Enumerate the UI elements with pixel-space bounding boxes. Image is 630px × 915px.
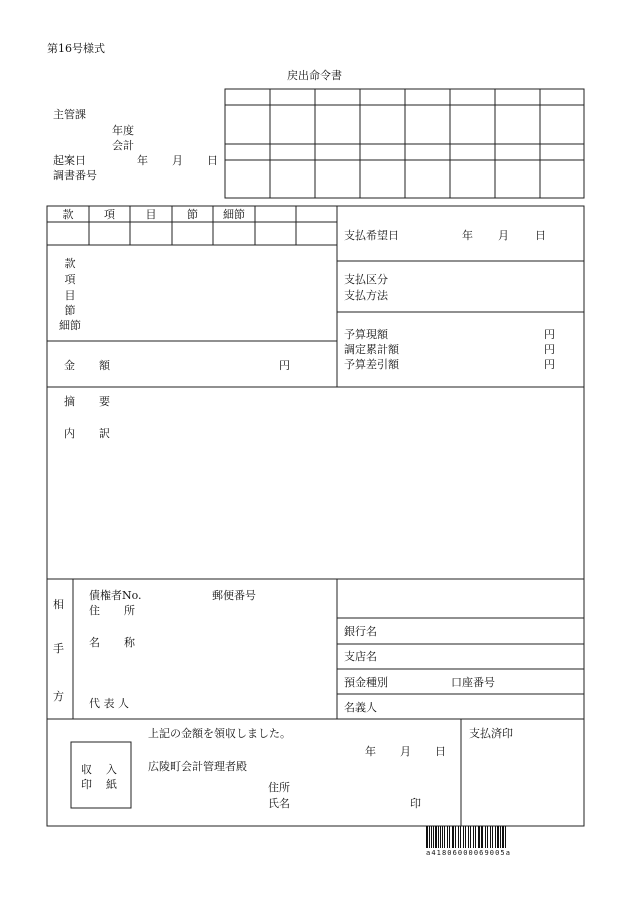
branch-name-label: 支店名 — [344, 650, 377, 663]
pay-method-label: 支払方法 — [344, 289, 388, 302]
pay-date-day: 日 — [535, 229, 546, 242]
budget-label-kan: 款 — [64, 257, 76, 270]
account-holder-label: 名義人 — [344, 701, 377, 714]
creditor-no-label: 債権者No. — [89, 589, 142, 602]
barcode-digits: a41806000069005a — [426, 849, 512, 857]
pay-date-year: 年 — [462, 229, 473, 242]
receipt-statement: 上記の金額を領収しました。 — [148, 727, 291, 740]
col-kan: 款 — [62, 208, 74, 221]
receipt-day: 日 — [435, 745, 446, 758]
budget-current-unit: 円 — [544, 328, 555, 341]
account-number-label: 口座番号 — [451, 676, 495, 689]
col-setsu: 節 — [187, 208, 198, 221]
draft-date-day: 日 — [207, 154, 218, 167]
pay-date-month: 月 — [498, 229, 509, 242]
name-label-2: 称 — [124, 636, 135, 649]
amount-unit: 円 — [279, 359, 290, 372]
breakdown-label-2: 訳 — [99, 427, 110, 440]
budget-diff-unit: 円 — [544, 358, 555, 371]
adjust-total-label: 調定累計額 — [344, 343, 399, 356]
pay-date-label: 支払希望日 — [344, 229, 399, 242]
party-vertical-3: 方 — [53, 690, 64, 703]
account-label: 会計 — [112, 139, 134, 152]
party-vertical-1: 相 — [53, 598, 64, 611]
barcode-bars — [426, 826, 556, 848]
summary-label-2: 要 — [99, 395, 110, 408]
doc-number-label: 調書番号 — [53, 169, 97, 182]
stamp-box-char-1: 収 — [81, 763, 92, 776]
deposit-type-label: 預金種別 — [344, 676, 388, 689]
amount-label-1: 金 — [64, 359, 75, 372]
summary-label-1: 摘 — [64, 395, 75, 408]
address-label-2: 所 — [124, 604, 135, 617]
pay-type-label: 支払区分 — [344, 273, 388, 286]
budget-label-moku: 目 — [64, 289, 76, 302]
receipt-month: 月 — [400, 745, 411, 758]
budget-label-setsu: 節 — [64, 304, 76, 317]
stamp-box-char-4: 紙 — [106, 778, 117, 791]
year-label: 年度 — [112, 124, 134, 137]
party-vertical-2: 手 — [53, 642, 64, 655]
col-saisetsu: 細節 — [223, 208, 245, 221]
address-label-1: 住 — [89, 604, 100, 617]
amount-label-2: 額 — [99, 359, 110, 372]
dept-label: 主管課 — [53, 108, 86, 121]
budget-label-saisetsu: 細節 — [59, 319, 81, 332]
budget-label-kou: 項 — [64, 273, 76, 286]
col-kou: 項 — [104, 208, 115, 221]
budget-current-label: 予算現額 — [344, 328, 388, 341]
representative-label: 代 表 人 — [89, 697, 129, 710]
bank-name-label: 銀行名 — [344, 625, 377, 638]
postal-code-label: 郵便番号 — [212, 589, 256, 602]
form-number: 第16号様式 — [47, 42, 105, 55]
barcode-bar — [506, 826, 507, 848]
name-label-1: 名 — [89, 636, 100, 649]
draft-date-year: 年 — [137, 154, 148, 167]
budget-diff-label: 予算差引額 — [344, 358, 399, 371]
receipt-address-label: 住所 — [268, 781, 290, 794]
adjust-total-unit: 円 — [544, 343, 555, 356]
stamp-box-char-3: 印 — [81, 778, 92, 791]
stamp-box-char-2: 入 — [106, 763, 117, 776]
col-moku: 目 — [145, 208, 157, 221]
receipt-name-label: 氏名 — [268, 797, 290, 810]
paid-stamp-label: 支払済印 — [469, 727, 513, 740]
receipt-seal: 印 — [410, 797, 421, 810]
barcode — [426, 826, 556, 856]
page-title: 戻出命令書 — [287, 69, 342, 82]
draft-date-month: 月 — [172, 154, 183, 167]
receipt-addressee: 広陵町会計管理者殿 — [148, 760, 247, 773]
draft-date-label: 起案日 — [53, 154, 86, 167]
receipt-year: 年 — [365, 745, 376, 758]
breakdown-label-1: 内 — [64, 427, 75, 440]
